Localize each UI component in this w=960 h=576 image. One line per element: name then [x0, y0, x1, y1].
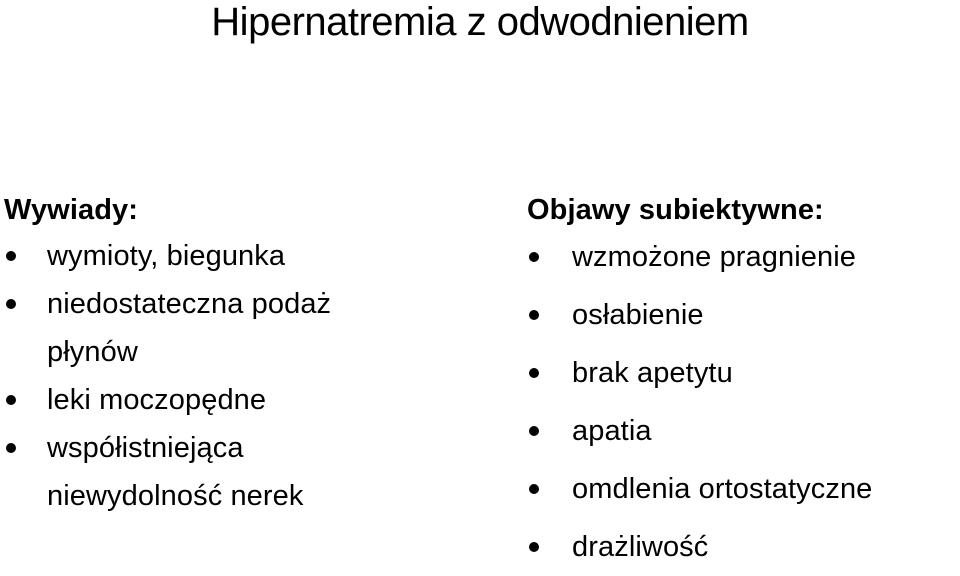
bullet-icon: [529, 542, 539, 552]
list-item-text: omdlenia ortostatyczne: [572, 473, 873, 505]
list-item-text: współistniejąca niewydolność nerek: [47, 432, 304, 512]
list-item-text: brak apetytu: [572, 357, 733, 389]
list-item: [4, 376, 407, 424]
list-item-text: niedostateczna podaż płynów: [47, 288, 332, 368]
list-item: [4, 232, 407, 280]
history-column: [4, 192, 464, 520]
slide-title: Hipernatremia z odwodnieniem: [211, 0, 749, 44]
list-item-text: wymioty, biegunka: [47, 240, 286, 272]
list-item-text: apatia: [572, 415, 652, 447]
history-list: [4, 232, 464, 520]
bullet-icon: [529, 252, 539, 262]
bullet-icon: [529, 426, 539, 436]
list-item: [527, 460, 960, 518]
list-item-text: wzmożone pragnienie: [572, 241, 857, 273]
bullet-icon: [6, 443, 16, 453]
bullet-icon: [6, 395, 16, 405]
list-item: [4, 424, 407, 520]
bullet-icon: [529, 310, 539, 320]
symptoms-column: [527, 192, 960, 576]
symptoms-heading: Objawy subiektywne:: [527, 194, 824, 226]
list-item: [527, 402, 960, 460]
list-item: [527, 286, 960, 344]
bullet-icon: [6, 299, 16, 309]
list-item: [527, 344, 960, 402]
list-item-text: leki moczopędne: [47, 384, 267, 416]
list-item-text: drażliwość: [572, 531, 709, 563]
list-item-text: osłabienie: [572, 299, 704, 331]
list-item: [527, 228, 960, 286]
history-heading: Wywiady:: [4, 194, 139, 226]
symptoms-list: [527, 228, 960, 576]
bullet-icon: [529, 368, 539, 378]
list-item: [527, 518, 960, 576]
bullet-icon: [529, 484, 539, 494]
list-item: [4, 280, 407, 376]
bullet-icon: [6, 251, 16, 261]
